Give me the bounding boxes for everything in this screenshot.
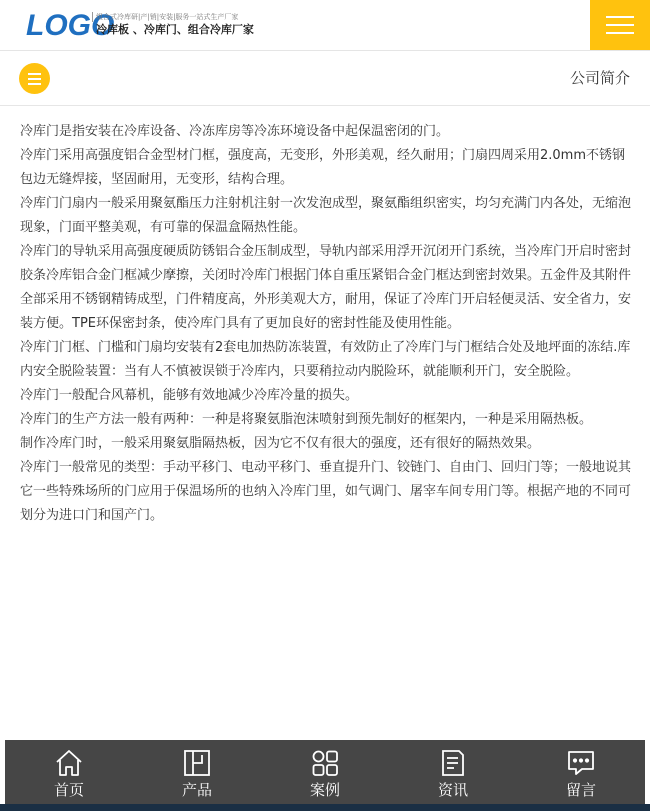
category-title: 公司简介	[569, 69, 630, 87]
category-toggle-button[interactable]	[19, 63, 50, 94]
hamburger-icon	[28, 83, 41, 85]
main-menu-button[interactable]	[590, 0, 650, 50]
article-paragraph: 冷库门门扇内一般采用聚氨酯压力注射机注射一次发泡成型，聚氨酯组织密实，均匀充满门内各处，无缩泡现象，门面平整美观，有可靠的保温盒隔热性能。	[20, 196, 632, 235]
article-paragraph: 冷库门的生产方法一般有两种：一种是将聚氨脂泡沫喷射到预先制好的框架内，一种是采用隔热板。	[20, 412, 593, 427]
article-paragraph: 冷库门门框、门槛和门扇均安装有2套电加热防冻装置，有效防止了冷库门与门框结合处及地坪面的冻结.库内安全脱险装置：当有人不慎被误锁于冷库内，只要稍拉动内脱险环，就能顺利开门，安全脱险。	[20, 340, 631, 379]
nav-label: 留言	[565, 781, 596, 799]
nav-label: 案例	[309, 781, 340, 799]
hamburger-icon	[28, 78, 41, 80]
hamburger-icon	[606, 32, 634, 34]
nav-label: 产品	[181, 781, 212, 799]
article-content	[20, 120, 632, 528]
nav-item-message[interactable]	[517, 740, 645, 804]
grid-icon	[310, 748, 340, 778]
nav-item-products[interactable]	[133, 740, 261, 804]
chat-icon	[566, 748, 596, 778]
nav-item-cases[interactable]	[261, 740, 389, 804]
hamburger-icon	[28, 73, 41, 75]
site-header	[0, 0, 650, 51]
article-paragraph: 冷库门采用高强度铝合金型材门框，强度高，无变形，外形美观，经久耐用；门扇四周采用2.0mm不锈钢包边无缝焊接，坚固耐用，无变形，结构合理。	[20, 148, 626, 187]
nav-item-home[interactable]	[5, 740, 133, 804]
article-paragraph: 冷库门一般配合风幕机，能够有效地减少冷库冷量的损失。	[20, 388, 359, 403]
home-icon	[54, 748, 84, 778]
document-icon	[438, 748, 468, 778]
hamburger-icon	[606, 16, 634, 18]
logo-tagline	[96, 12, 276, 38]
bottom-nav	[5, 740, 645, 804]
category-bar	[0, 51, 650, 106]
logo[interactable]: LOGO	[26, 9, 115, 42]
bottom-strip	[0, 804, 650, 811]
article-paragraph: 冷库门是指安装在冷库设备、冷冻库房等冷冻环境设备中起保温密闭的门。	[20, 124, 450, 139]
article-paragraph: 制作冷库门时，一般采用聚氨脂隔热板，因为它不仅有很大的强度，还有很好的隔热效果。	[20, 436, 541, 451]
article-paragraph: 冷库门一般常见的类型：手动平移门、电动平移门、垂直提升门、铰链门、自由门、回归门等；一般地说其它一些特殊场所的门应用于保温场所的也纳入冷库门里，如气调门、屠宰车间专用门等。根据产地的不同可划分为进口门和国产门。	[20, 460, 632, 523]
hamburger-icon	[606, 24, 634, 26]
nav-label: 首页	[53, 781, 84, 799]
tagline-small: 组合式冷库研|产|销|安装|服务一站式生产厂家	[92, 12, 276, 22]
article-paragraph: 冷库门的导轨采用高强度硬质防锈铝合金压制成型，导轨内部采用浮开沉闭开门系统，当冷库门开启时密封胶条冷库铝合金门框减少摩擦，关闭时冷库门根据门体自重压紧铝合金门框达到密封效果。五金件及其附件全部采用不锈钢精铸成型，门件精度高，外形美观大方，耐用，保证了冷库门开启轻便灵活、安全省力，安装方便。TPE环保密封条，使冷库门具有了更加良好的密封性能及使用性能。	[20, 244, 632, 331]
nav-item-news[interactable]	[389, 740, 517, 804]
product-icon	[182, 748, 212, 778]
tagline-big: 冷库板 、冷库门、组合冷库厂家	[96, 23, 254, 36]
nav-label: 资讯	[437, 781, 468, 799]
